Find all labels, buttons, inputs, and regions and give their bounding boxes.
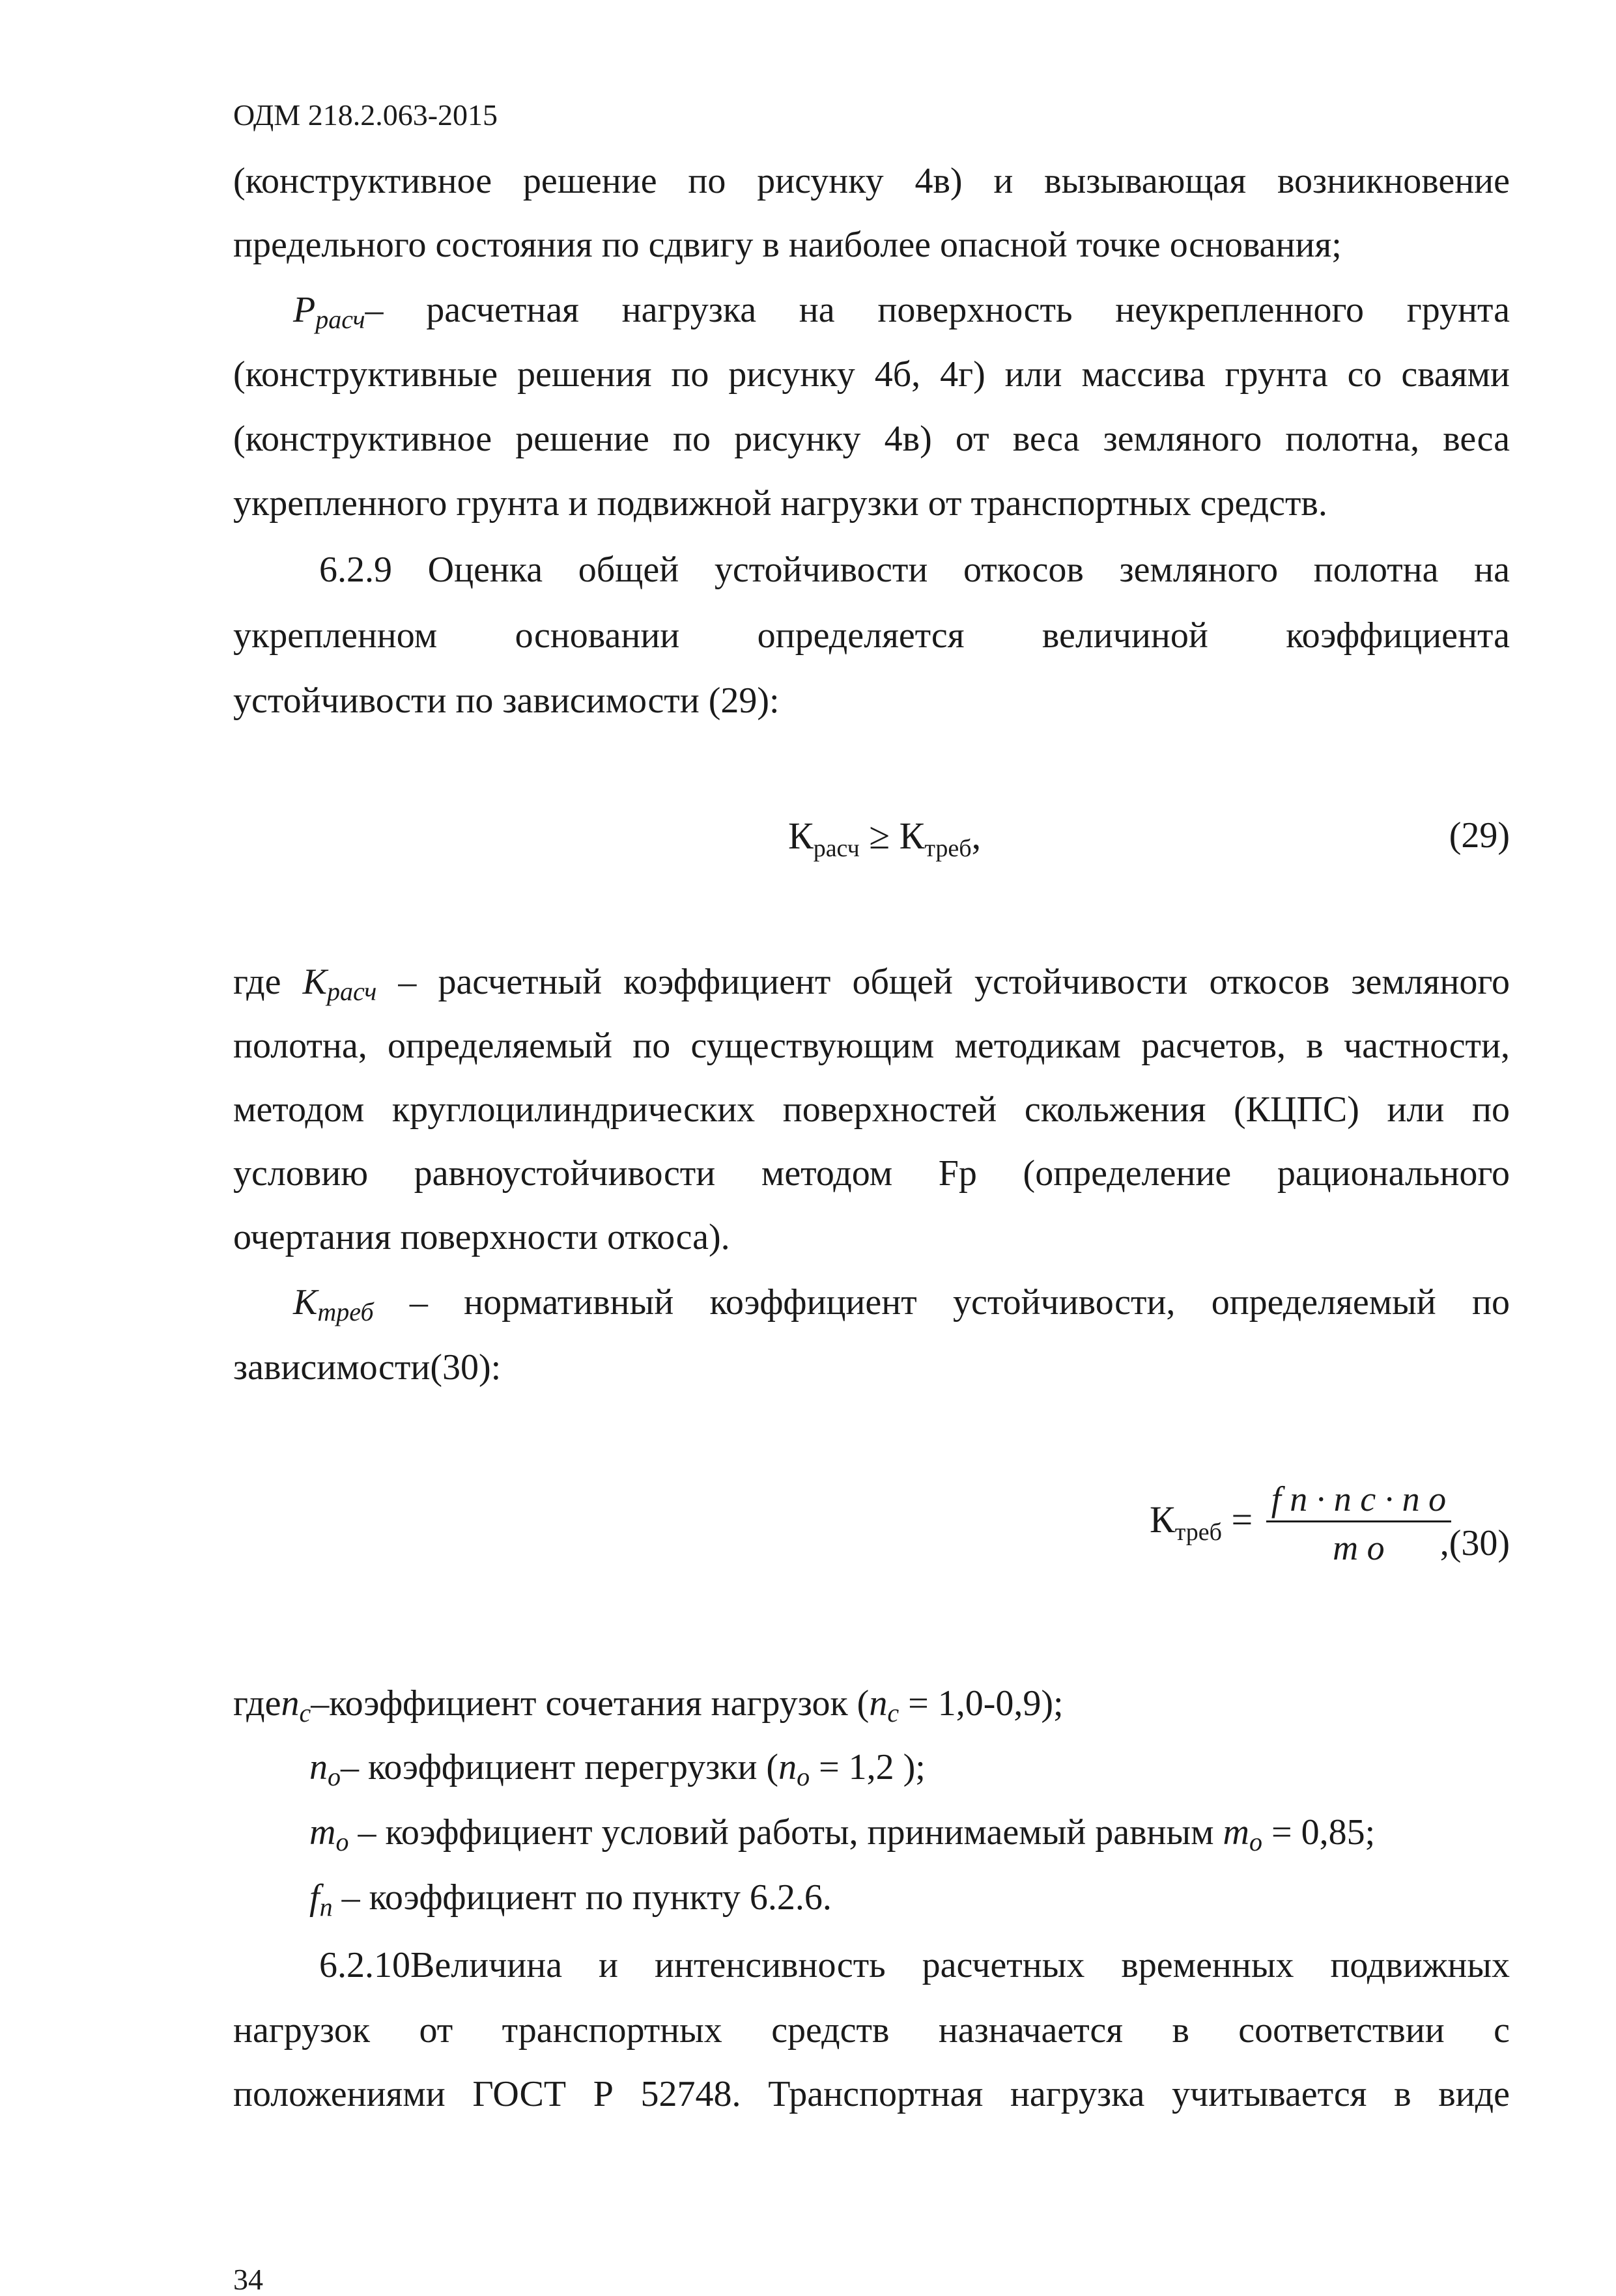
symbol-f: f bbox=[309, 1877, 320, 1918]
text-fragment: –коэффициент сочетания нагрузок ( bbox=[311, 1683, 870, 1724]
symbol-subscript: расч bbox=[315, 305, 365, 334]
text-line bbox=[233, 1685, 1510, 1727]
formula-30 bbox=[1150, 1481, 1455, 1565]
text-fragment: – расчетный коэффициент общей устойчивости откосов земляного bbox=[376, 962, 1510, 1002]
document-code-header: ОДМ 218.2.063-2015 bbox=[233, 98, 498, 132]
symbol-n: n bbox=[778, 1747, 797, 1787]
formula-symbol: К bbox=[899, 815, 925, 857]
symbol-k: K bbox=[302, 962, 327, 1002]
symbol-subscript: o bbox=[797, 1762, 810, 1791]
text-line: методом круглоцилиндрических поверхностей скольжения (КЦПС) или по bbox=[233, 1089, 1510, 1130]
text-line: (конструктивное решение по рисунку 4в) и вызывающая возникновение bbox=[233, 161, 1510, 201]
fraction-numerator: f n · n c · n o bbox=[1271, 1479, 1447, 1519]
symbol-subscript: o bbox=[1249, 1827, 1262, 1856]
text-fragment: = 0,85; bbox=[1262, 1812, 1376, 1853]
text-line bbox=[293, 292, 1510, 333]
formula-30-number: ,(30) bbox=[1439, 1523, 1510, 1563]
symbol-subscript: c bbox=[299, 1698, 311, 1728]
symbol-n: n bbox=[309, 1747, 328, 1787]
text-line bbox=[293, 1284, 1510, 1326]
symbol-subscript: n bbox=[319, 1892, 333, 1922]
text-fragment: = 1,0-0,9); bbox=[899, 1683, 1064, 1724]
text-fragment: – коэффициент условий работы, принимаемый равным bbox=[348, 1812, 1223, 1853]
text-fragment: = 1,2 ); bbox=[810, 1747, 926, 1787]
text-fragment: – нормативный коэффициент устойчивости, определяемый по bbox=[373, 1282, 1510, 1323]
text-line: укрепленного грунта и подвижной нагрузки от транспортных средств. bbox=[233, 483, 1327, 524]
symbol-subscript: расч bbox=[326, 977, 377, 1006]
formula-symbol: К bbox=[788, 815, 814, 857]
formula-29 bbox=[788, 815, 982, 862]
text-line: предельного состояния по сдвигу в наиболее опасной точке основания; bbox=[233, 225, 1342, 265]
text-line: зависимости(30): bbox=[233, 1347, 502, 1388]
text-line: нагрузок от транспортных средств назначается в соответствии с bbox=[233, 2010, 1510, 2051]
text-line: устойчивости по зависимости (29): bbox=[233, 680, 780, 721]
page-number: 34 bbox=[233, 2263, 263, 2296]
formula-subscript: расч bbox=[813, 835, 860, 862]
text-fragment: – расчетная нагрузка на поверхность неукрепленного грунта bbox=[365, 290, 1510, 330]
text-line bbox=[233, 964, 1510, 1005]
formula-symbol: К bbox=[1150, 1498, 1175, 1541]
formula-comma: , bbox=[971, 815, 982, 857]
symbol-n: n bbox=[281, 1683, 300, 1724]
symbol-p: P bbox=[293, 290, 316, 330]
formula-operator: = bbox=[1231, 1498, 1253, 1541]
symbol-k: K bbox=[293, 1282, 318, 1323]
text-line bbox=[309, 1814, 1586, 1856]
symbol-n: n bbox=[869, 1683, 888, 1724]
text-fragment: – коэффициент по пункту 6.2.6. bbox=[332, 1877, 832, 1918]
text-line: (конструктивное решение по рисунку 4в) от веса земляного полотна, веса bbox=[233, 419, 1510, 459]
text-line: полотна, определяемый по существующим методикам расчетов, в частности, bbox=[233, 1026, 1510, 1066]
text-fragment: где bbox=[233, 1683, 281, 1724]
symbol-m: m bbox=[309, 1812, 336, 1853]
text-line: укрепленном основании определяется величиной коэффициента bbox=[233, 615, 1510, 656]
text-line: условию равноустойчивости методом Fp (определение рационального bbox=[233, 1153, 1510, 1194]
text-fragment: где bbox=[233, 962, 303, 1002]
symbol-subscript: o bbox=[328, 1762, 341, 1791]
section-heading-6-2-9: 6.2.9 Оценка общей устойчивости откосов земляного полотна на bbox=[319, 550, 1510, 590]
text-fragment: – коэффициент перегрузки ( bbox=[341, 1747, 779, 1787]
formula-subscript: треб bbox=[1174, 1518, 1222, 1546]
symbol-m: m bbox=[1223, 1812, 1249, 1853]
text-line bbox=[309, 1749, 1586, 1791]
text-line: (конструктивные решения по рисунку 4б, 4г) или массива грунта со сваями bbox=[233, 354, 1510, 395]
text-line bbox=[309, 1879, 1586, 1921]
symbol-subscript: треб bbox=[317, 1297, 374, 1326]
formula-operator: ≥ bbox=[869, 815, 890, 857]
section-heading-6-2-10: 6.2.10Величина и интенсивность расчетных временных подвижных bbox=[319, 1945, 1510, 1985]
symbol-subscript: c bbox=[887, 1698, 900, 1728]
formula-fraction bbox=[1266, 1481, 1451, 1565]
formula-subscript: треб bbox=[924, 835, 972, 862]
symbol-subscript: o bbox=[335, 1827, 349, 1856]
fraction-denominator: m o bbox=[1333, 1528, 1385, 1567]
formula-29-number: (29) bbox=[1449, 815, 1510, 856]
text-line: положениями ГОСТ Р 52748. Транспортная нагрузка учитывается в виде bbox=[233, 2074, 1510, 2114]
text-line: очертания поверхности откоса). bbox=[233, 1217, 730, 1257]
